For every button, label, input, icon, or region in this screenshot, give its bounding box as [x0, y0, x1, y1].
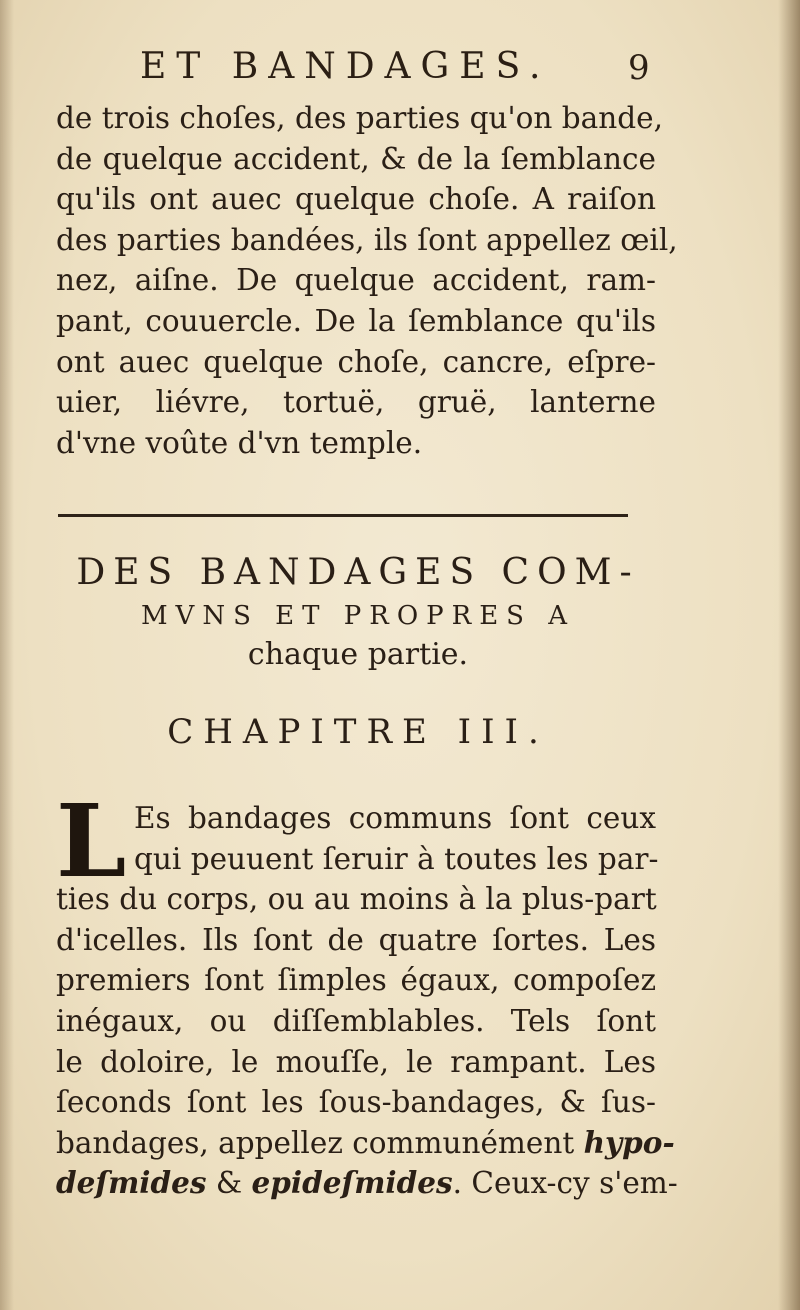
text-line	[56, 1123, 675, 1164]
text-line: des parties bandées, ils ſont appellez œil,	[56, 222, 678, 257]
page-left-shadow	[0, 0, 14, 1310]
text-line: inégaux, ou diſſemblables. Tels ſont	[56, 1003, 656, 1038]
text-run: . Ceux-cy s'em-	[452, 1166, 678, 1201]
text-line	[56, 1163, 678, 1204]
text-line: d'vne voûte d'vn temple.	[56, 425, 423, 460]
text-line: nez, aiſne. De quelque accident, ram-	[56, 263, 656, 298]
text-line: de quelque accident, & de la ſemblance	[56, 141, 656, 176]
text-line: ties du corps, ou au moins à la plus-part	[56, 882, 657, 917]
text-line: de trois choſes, des parties qu'on bande,	[56, 101, 663, 135]
text-run: &	[206, 1166, 252, 1201]
text-line: uier, liévre, tortuë, gruë, lanterne	[56, 385, 656, 420]
text-line: Es bandages communs ſont ceux	[134, 801, 656, 835]
text-line: le doloire, le mouſſe, le rampant. Les	[56, 1044, 656, 1079]
text-line: qu'ils ont auec quelque choſe. A raiſon	[56, 182, 656, 217]
italic-term: epideſmides	[251, 1165, 453, 1201]
section-title-line: chaque partie.	[247, 637, 469, 672]
section-title-line: MVNS ET PROPRES A	[140, 601, 576, 631]
section-divider-rule	[58, 514, 628, 517]
text-line: ſeconds ſont les ſous-bandages, & ſus-	[56, 1085, 656, 1120]
italic-term: deſmides	[56, 1165, 207, 1201]
drop-cap: L	[56, 782, 127, 900]
text-run: bandages, appellez communément	[56, 1125, 584, 1160]
chapter-paragraph	[56, 782, 678, 1204]
page-gutter-shadow	[778, 0, 800, 1310]
text-line: ont auec quelque choſe, cancre, eſpre-	[56, 344, 656, 379]
text-line: d'icelles. Ils ſont de quatre ſortes. Les	[56, 922, 656, 957]
section-title-line: DES BANDAGES COM-	[76, 552, 640, 593]
text-line: premiers ſont ſimples égaux, compoſez	[56, 963, 656, 998]
chapter-heading: CHAPITRE III.	[167, 712, 549, 752]
top-paragraph	[56, 98, 678, 463]
page-number: 9	[628, 48, 650, 88]
text-line: pant, couuercle. De la ſemblance qu'ils	[56, 303, 656, 338]
italic-term: hypo-	[583, 1124, 675, 1160]
text-line: qui peuuent ſeruir à toutes les par-	[134, 841, 659, 876]
section-title	[58, 552, 658, 672]
running-head: ET BANDAGES.	[140, 46, 551, 87]
